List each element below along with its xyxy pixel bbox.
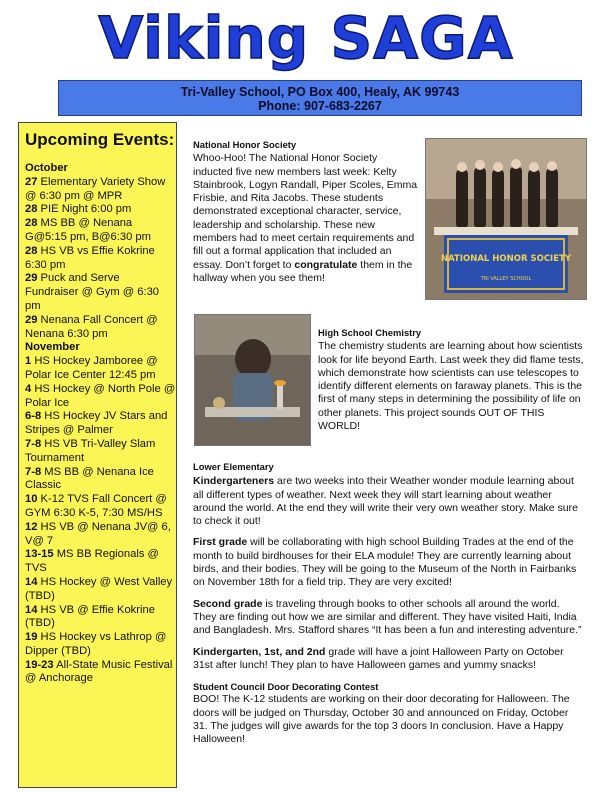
event-date: 28 <box>25 217 38 230</box>
event-date: 29 <box>25 313 38 326</box>
kindergarten-paragraph <box>193 475 585 528</box>
event-description: Nenana Fall Concert @ Nenana 6:30 pm <box>25 313 158 340</box>
lower-elementary-title: Lower Elementary <box>193 461 274 472</box>
event-date: 29 <box>25 272 38 285</box>
school-address: Tri-Valley School, PO Box 400, Healy, AK 99743 <box>180 85 460 99</box>
month-october: October <box>25 162 68 174</box>
event-description: HS Hockey vs Lathrop @ Dipper (TBD) <box>25 631 167 657</box>
november-event <box>25 659 176 687</box>
november-event <box>25 576 176 604</box>
october-event <box>25 203 176 217</box>
event-description: HS Hockey @ North Pole @ Polar Ice <box>25 382 176 409</box>
second-grade-paragraph <box>193 598 585 638</box>
november-event <box>25 604 176 632</box>
event-date: 14 <box>25 575 38 588</box>
event-date: 6-8 <box>25 410 42 423</box>
event-date: 28 <box>25 244 38 257</box>
kindergarten-bold: Kindergarteners <box>193 475 275 488</box>
event-description: K-12 TVS Fall Concert @ GYM 6:30 K-5, 7:30 MS/HS <box>25 493 167 519</box>
event-description: HS VB Tri-Valley Slam Tournament <box>25 437 156 464</box>
nhs-photo-art <box>426 139 586 299</box>
november-event <box>25 521 176 549</box>
nhs-banner-text: NATIONAL HONOR SOCIETY <box>441 254 571 264</box>
chemistry-body: The chemistry students are learning about how scientists look for life beyond Earth. Last week they did flame tests, which demonstrate how scientists can use telescopes to identify different elements on faraway planets. This is the first of many steps in determining the possibility of life on other planets. This project sounds OUT OF THIS WORLD! <box>318 340 584 433</box>
event-description: HS VB @ Effie Kokrine (TBD) <box>25 603 155 630</box>
event-description: MS BB @ Nenana G@5:15 pm, B@6:30 pm <box>25 217 151 243</box>
event-date: 1 <box>25 355 32 368</box>
lower-elementary-article <box>193 460 585 747</box>
council-body: BOO! The K-12 students are working on their door decorating for Halloween. The doors will be judged on Thursday, October 30 and announced on Friday, October 31. The judges will give awards for the top 3 doors In conclusion. Have a Happy Halloween! <box>193 693 570 746</box>
chemistry-article <box>318 326 586 433</box>
nhs-photo <box>425 138 587 300</box>
november-event <box>25 383 176 411</box>
event-description: HS Hockey JV Stars and Stripes @ Palmer <box>25 410 168 437</box>
event-date: 13-15 <box>25 548 54 561</box>
nhs-article <box>193 138 418 285</box>
event-description: PIE Night 6:00 pm <box>37 203 132 216</box>
event-description: MS BB Regionals @ TVS <box>25 548 159 575</box>
event-description: HS Hockey Jamboree @ Polar Ice Center 12:45 pm <box>25 355 158 381</box>
first-grade-bold: First grade <box>193 536 248 549</box>
october-event <box>25 245 176 273</box>
masthead <box>0 0 612 80</box>
masthead-title: Viking SAGA <box>98 4 514 72</box>
school-info-bar <box>58 80 582 116</box>
chemistry-photo-art <box>195 315 310 445</box>
month-november: November <box>25 341 80 354</box>
november-event <box>25 631 176 659</box>
october-event <box>25 272 176 313</box>
event-date: 4 <box>25 382 32 395</box>
event-description: MS BB @ Nenana Ice Classic <box>25 465 154 492</box>
k12-bold: Kindergarten, 1st, and 2nd <box>193 645 326 658</box>
school-phone: Phone: 907-683-2267 <box>258 99 382 113</box>
kindergarten-text: are two weeks into their Weather wonder module learning about all different types of weather. Next week they will start learning about weather around the world. At the end they will write their very own weather story. Make sure to check it out! <box>193 475 578 528</box>
nhs-body-text-b: them in the hallway when you see them! <box>193 258 413 284</box>
event-date: 7-8 <box>25 465 42 478</box>
november-events-list <box>25 355 176 686</box>
upcoming-events-panel <box>18 122 177 788</box>
nhs-banner-sub: TRI VALLEY SCHOOL <box>480 276 532 282</box>
november-event <box>25 548 176 576</box>
event-date: 19 <box>25 631 38 644</box>
second-grade-text: is traveling through books to other schools all around the world. They are finding out how we are similar and different. They have visited Haiti, India and Bangladesh. Mrs. Stafford shares “It has been a fun and interesting adventure.” <box>193 597 582 637</box>
october-event <box>25 217 176 245</box>
chemistry-photo <box>194 314 311 446</box>
council-title: Student Council Door Decorating Contest <box>193 681 379 693</box>
chemistry-title: High School Chemistry <box>318 327 422 338</box>
k12-halloween-paragraph <box>193 646 585 673</box>
second-grade-bold: Second grade <box>193 597 263 610</box>
event-description: HS Hockey @ West Valley (TBD) <box>25 575 173 602</box>
event-description: HS VB @ Nenana JV@ 6, V@ 7 <box>25 520 171 547</box>
event-date: 19-23 <box>25 658 54 671</box>
event-description: All-State Music Festival @ Anchorage <box>25 658 173 685</box>
event-description: Puck and Serve Fundraiser @ Gym @ 6:30 pm <box>25 272 160 312</box>
k12-text: grade will have a joint Halloween Party on October 31st after lunch! They plan to have Halloween games and yummy snacks! <box>193 645 564 671</box>
november-event <box>25 438 176 466</box>
nhs-body-bold: congratulate <box>294 258 358 271</box>
first-grade-text: will be collaborating with high school Building Trades at the end of the month to build birdhouses for their ELA module! They are currently learning about birds, and their bodies. They will be going to the Museum of the North in Fairbanks on November 18th for a field trip. They are very excited! <box>193 536 577 589</box>
event-date: 7-8 <box>25 437 42 450</box>
event-date: 14 <box>25 603 38 616</box>
event-date: 28 <box>25 203 38 216</box>
october-event <box>25 176 176 204</box>
nhs-body-text-a: Whoo-Hoo! The National Honor Society inducted five new members last week: Kelty Stainbrook, Logyn Randall, Piper Scoles, Emma Frisbie, and Rita Jacobs. These students demonstrated exceptional character, service, leadership and scholarship. These new members had to meet certain requirements and fill out a formal application that included an essay. Don’t forget to <box>193 152 418 271</box>
november-event <box>25 466 176 494</box>
october-events-list <box>25 176 176 342</box>
nhs-body <box>193 152 418 285</box>
october-event <box>25 314 176 342</box>
events-heading: Upcoming Events: <box>25 130 175 149</box>
event-description: HS VB vs Effie Kokrine 6:30 pm <box>25 244 155 271</box>
first-grade-paragraph <box>193 536 585 589</box>
november-event <box>25 410 176 438</box>
event-date: 12 <box>25 520 38 533</box>
event-description: Elementary Variety Show @ 6:30 pm @ MPR <box>25 175 166 202</box>
november-event <box>25 355 176 383</box>
event-date: 27 <box>25 175 38 188</box>
event-date: 10 <box>25 493 38 506</box>
masthead-title-art <box>0 0 612 80</box>
november-event <box>25 493 176 521</box>
nhs-title: National Honor Society <box>193 139 297 150</box>
